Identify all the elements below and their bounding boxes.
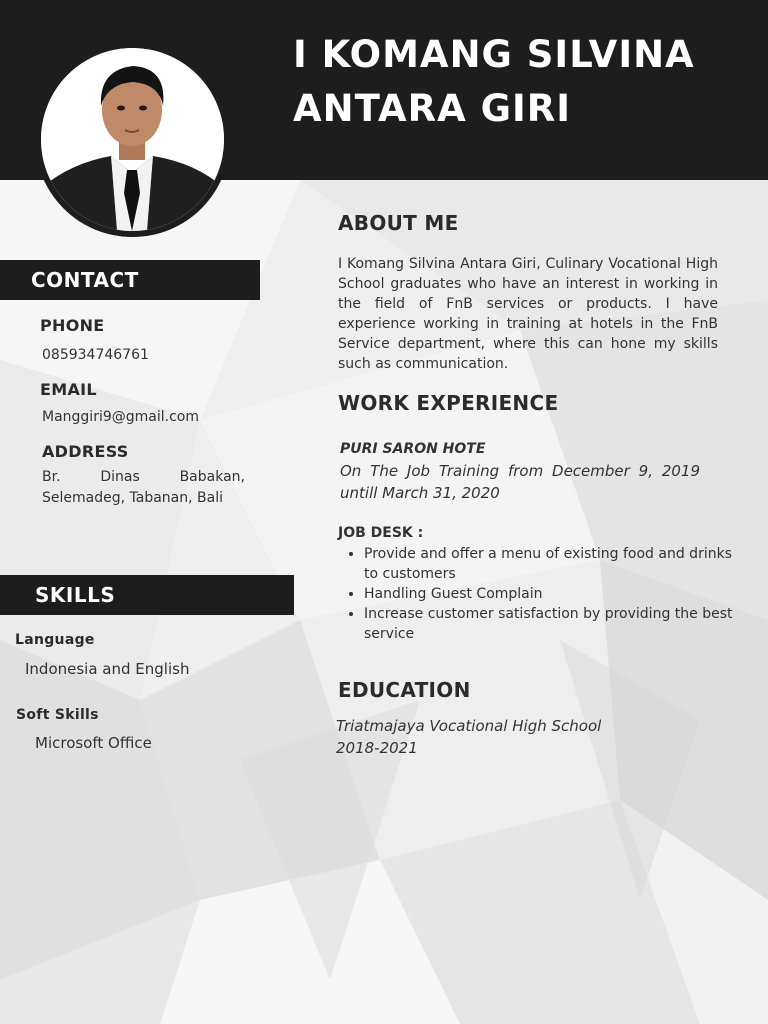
skills-heading: SKILLS (0, 575, 294, 615)
address-line-1: Br. Dinas Babakan, (42, 469, 245, 485)
candidate-name (293, 28, 753, 136)
work-title: WORK EXPERIENCE (338, 391, 559, 415)
soft-skills-value: Microsoft Office (35, 734, 152, 752)
profile-photo (41, 48, 224, 231)
name-line-2: ANTARA GIRI (293, 87, 572, 130)
phone-value: 085934746761 (42, 347, 149, 363)
phone-label: PHONE (40, 316, 105, 335)
language-label: Language (15, 632, 95, 648)
language-value: Indonesia and English (25, 660, 190, 678)
work-company: PURI SARON HOTE (340, 441, 486, 457)
education-school: Triatmajaya Vocational High School (336, 717, 602, 735)
education-title: EDUCATION (338, 678, 471, 702)
jobdesk-label: JOB DESK : (338, 525, 424, 541)
work-period-line-1: On The Job Training from December 9, 2019 (340, 462, 700, 480)
duty-item: • Provide and offer a menu of existing food and drinks to customers (364, 544, 744, 584)
address-label: ADDRESS (42, 442, 129, 461)
duty-item: • Handling Guest Complain (364, 584, 744, 604)
soft-skills-label: Soft Skills (16, 707, 99, 723)
education-years: 2018-2021 (336, 739, 418, 757)
person-portrait-icon (41, 48, 224, 231)
email-label: EMAIL (40, 380, 97, 399)
about-text: I Komang Silvina Antara Giri, Culinary Vocational High School graduates who have an interest in working in the field of FnB services or products. I have experience working in training at hotels in the FnB Service department, where this can hone my skills such as communication. (338, 256, 718, 372)
duty-item: • Increase customer satisfaction by providing the best service (364, 604, 744, 644)
email-value: Manggiri9@gmail.com (42, 409, 199, 425)
contact-heading: CONTACT (0, 260, 260, 300)
name-line-1: I KOMANG SILVINA (293, 33, 695, 76)
work-period-line-2: untill March 31, 2020 (340, 484, 500, 502)
about-title: ABOUT ME (338, 211, 459, 235)
address-line-2: Selemadeg, Tabanan, Bali (42, 490, 223, 506)
duties-list (338, 544, 744, 644)
profile-photo-frame (35, 42, 230, 237)
